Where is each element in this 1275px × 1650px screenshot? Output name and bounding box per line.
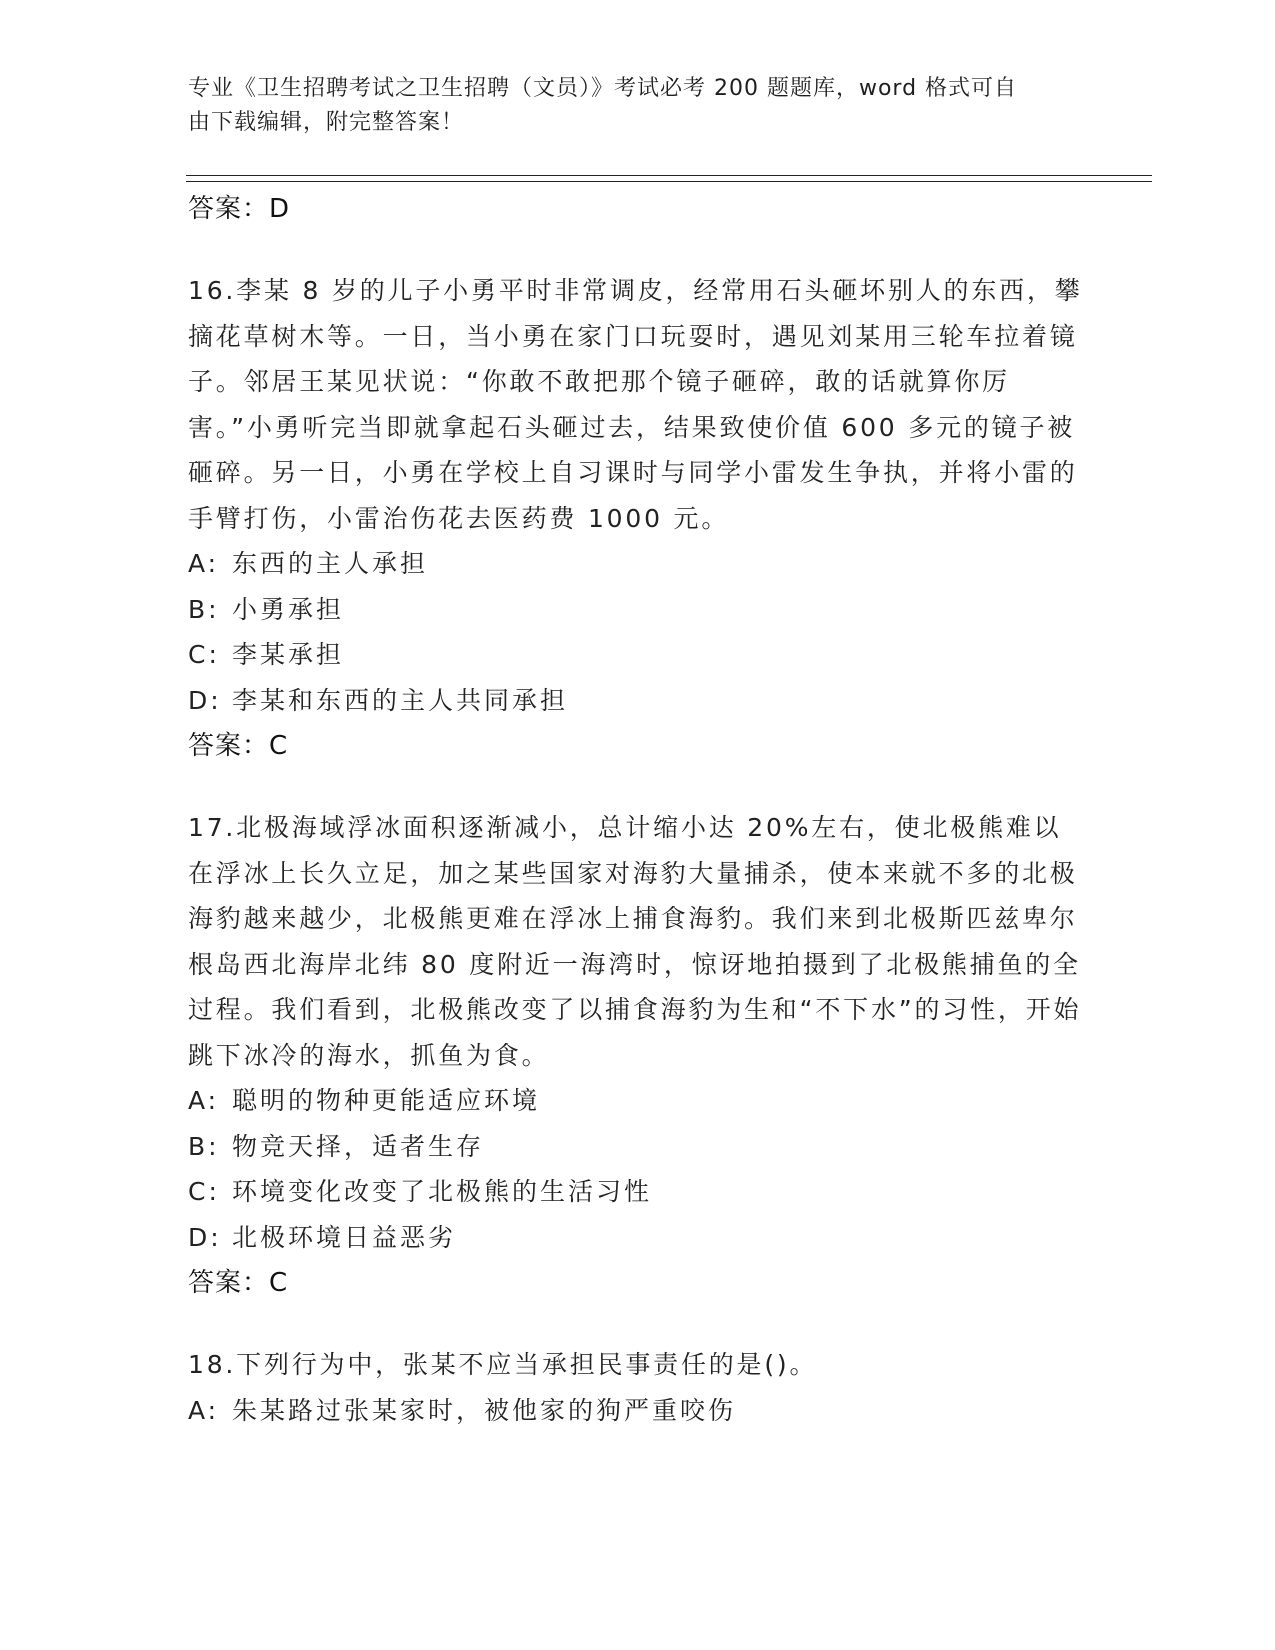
option-d <box>188 678 1088 724</box>
header-line-2: 由下载编辑，附完整答案！ <box>188 110 465 135</box>
question-18 <box>188 1342 1088 1433</box>
option-letter: D: <box>188 1222 222 1252</box>
option-text: 东西的主人承担 <box>232 549 429 578</box>
answer-17: 答案：C <box>188 1268 289 1298</box>
question-list <box>188 186 1088 1433</box>
option-c <box>188 1169 1088 1215</box>
option-text: 小勇承担 <box>232 594 345 624</box>
option-text: 环境变化改变了北极熊的生活习性 <box>232 1177 653 1206</box>
option-text: 朱某路过张某家时，被他家的狗严重咬伤 <box>232 1395 737 1425</box>
option-letter: B: <box>188 594 220 624</box>
question-stem: 17.北极海域浮冰面积逐渐减小，总计缩小达 20%左右，使北极熊难以在浮冰上长久立足，加之某些国家对海豹大量捕杀，使本来就不多的北极海豹越来越少，北极熊更难在浮冰上捕食海豹。我们来到北极斯匹兹卑尔根岛西北海岸北纬 80 度附近一海湾时，惊讶地拍摄到了北极熊捕鱼的全过程。我们看到，北极熊改变了以捕食海豹为生和“不下水”的习性，开始跳下冰冷的海水，抓鱼为食。 <box>188 813 1082 1070</box>
option-letter: C: <box>188 1177 220 1206</box>
question-stem: 18.下列行为中，张某不应当承担民事责任的是()。 <box>188 1350 818 1379</box>
option-letter: B: <box>188 1131 220 1161</box>
question-stem: 16.李某 8 岁的儿子小勇平时非常调皮，经常用石头砸坏别人的东西，攀摘花草树木等。一日，当小勇在家门口玩耍时，遇见刘某用三轮车拉着镜子。邻居王某见状说：“你敢不敢把那个镜子砸碎，敢的话就算你厉害。”小勇听完当即就拿起石头砸过去，结果致使价值 600 多元的镜子被砸碎。另一日，小勇在学校上自习课时与同学小雷发生争执，并将小雷的手臂打伤，小雷治伤花去医药费 1000 元。 <box>188 276 1083 533</box>
header-rule-bottom <box>186 181 1152 182</box>
option-d <box>188 1215 1088 1261</box>
option-letter: C: <box>188 640 220 669</box>
document-header <box>188 72 1078 140</box>
option-b <box>188 1124 1088 1170</box>
option-letter: D: <box>188 685 222 715</box>
option-a <box>188 541 1088 587</box>
option-text: 北极环境日益恶劣 <box>232 1222 457 1252</box>
option-b <box>188 587 1088 633</box>
option-letter: A: <box>188 1086 220 1115</box>
option-text: 李某承担 <box>232 640 345 669</box>
answer-previous: 答案：D <box>188 194 291 224</box>
option-text: 李某和东西的主人共同承担 <box>232 685 569 715</box>
option-text: 物竞天择，适者生存 <box>232 1131 485 1161</box>
answer-16: 答案：C <box>188 731 289 761</box>
option-c <box>188 632 1088 678</box>
question-17 <box>188 805 1088 1306</box>
option-letter: A: <box>188 549 220 578</box>
header-rule-top <box>186 175 1152 176</box>
header-line-1: 专业《卫生招聘考试之卫生招聘（文员）》考试必考 200 题题库，word 格式可自 <box>188 76 1018 101</box>
option-text: 聪明的物种更能适应环境 <box>232 1086 541 1115</box>
option-letter: A: <box>188 1395 220 1425</box>
question-16 <box>188 268 1088 769</box>
option-a <box>188 1078 1088 1124</box>
option-a <box>188 1388 1088 1434</box>
